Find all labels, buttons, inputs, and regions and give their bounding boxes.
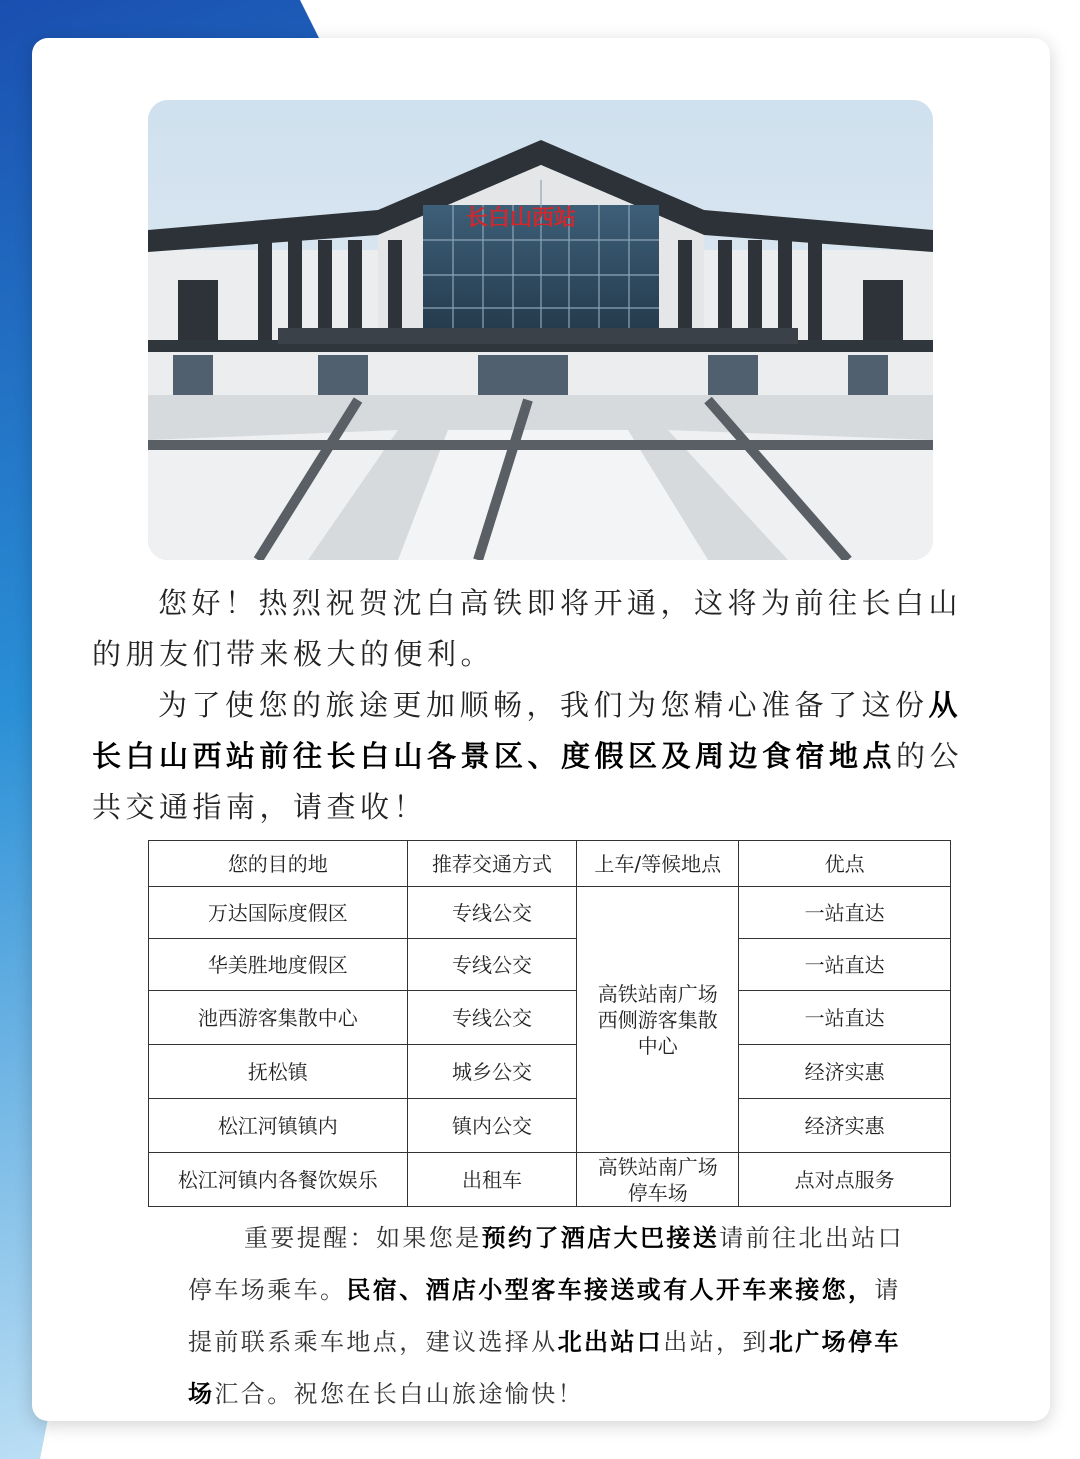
transport-cell: 专线公交 — [407, 887, 577, 939]
transport-cell: 专线公交 — [407, 991, 577, 1045]
pickup-cell-taxi: 高铁站南广场停车场 — [577, 1153, 739, 1207]
transport-guide-table — [148, 840, 951, 1207]
reminder-bold-2: 民宿、酒店小型客车接送或有人开车来接您， — [346, 1275, 875, 1304]
reminder-text-2: 请前往北出站口停车场乘车。 — [188, 1224, 905, 1304]
table-row — [149, 1099, 951, 1153]
table-row — [149, 991, 951, 1045]
header-destination: 您的目的地 — [149, 841, 408, 887]
reminder-text-3: 请提前联系乘车地点，建议选择从 — [188, 1276, 901, 1356]
destination-cell: 华美胜地度假区 — [149, 939, 408, 991]
destination-cell: 池西游客集散中心 — [149, 991, 408, 1045]
advantage-cell: 点对点服务 — [739, 1153, 951, 1207]
table-row — [149, 887, 951, 939]
destination-cell: 抚松镇 — [149, 1045, 408, 1099]
intro-paragraph-1: 您好！热烈祝贺沈白高铁即将开通，这将为前往长白山的朋友们带来极大的便利。 — [92, 586, 963, 671]
transport-cell: 出租车 — [407, 1153, 577, 1207]
pickup-cell-main: 高铁站南广场西侧游客集散中心 — [577, 887, 739, 1153]
transport-cell: 专线公交 — [407, 939, 577, 991]
table-row — [149, 939, 951, 991]
destination-cell: 松江河镇内各餐饮娱乐 — [149, 1153, 408, 1207]
intro-text-b: 的公共交通指南，请查收！ — [92, 739, 964, 824]
reminder-text-4: 出站，到 — [663, 1328, 769, 1356]
transport-cell: 城乡公交 — [407, 1045, 577, 1099]
reminder-bold-1: 预约了酒店大巴接送 — [481, 1223, 720, 1252]
advantage-cell: 一站直达 — [739, 991, 951, 1045]
intro-text-bold: 从长白山西站前往长白山各景区、度假区及周边食宿地点 — [92, 688, 963, 773]
intro-paragraph-2 — [92, 680, 992, 833]
important-reminder — [188, 1212, 908, 1420]
reminder-bold-3: 北出站口 — [557, 1327, 664, 1356]
advantage-cell: 经济实惠 — [739, 1099, 951, 1153]
transport-cell: 镇内公交 — [407, 1099, 577, 1153]
station-illustration — [148, 100, 933, 560]
header-pickup: 上车/等候地点 — [577, 841, 739, 887]
destination-cell: 万达国际度假区 — [149, 887, 408, 939]
reminder-bold-4: 北广场停车场 — [188, 1327, 901, 1408]
intro-text-a: 为了使您的旅途更加顺畅，我们为您精心准备了这份 — [158, 688, 929, 722]
advantage-cell: 一站直达 — [739, 887, 951, 939]
station-sign: 长白山西站 — [465, 206, 577, 231]
station-photo — [148, 100, 933, 560]
reminder-text-5: 汇合。祝您在长白山旅途愉快！ — [214, 1380, 585, 1408]
table-header-row — [149, 841, 951, 887]
advantage-cell: 经济实惠 — [739, 1045, 951, 1099]
advantage-cell: 一站直达 — [739, 939, 951, 991]
header-advantage: 优点 — [739, 841, 951, 887]
table-row — [149, 1153, 951, 1207]
intro-text — [92, 578, 992, 833]
reminder-text-1: 重要提醒：如果您是 — [244, 1224, 482, 1252]
destination-cell: 松江河镇镇内 — [149, 1099, 408, 1153]
header-transport: 推荐交通方式 — [407, 841, 577, 887]
table-row — [149, 1045, 951, 1099]
